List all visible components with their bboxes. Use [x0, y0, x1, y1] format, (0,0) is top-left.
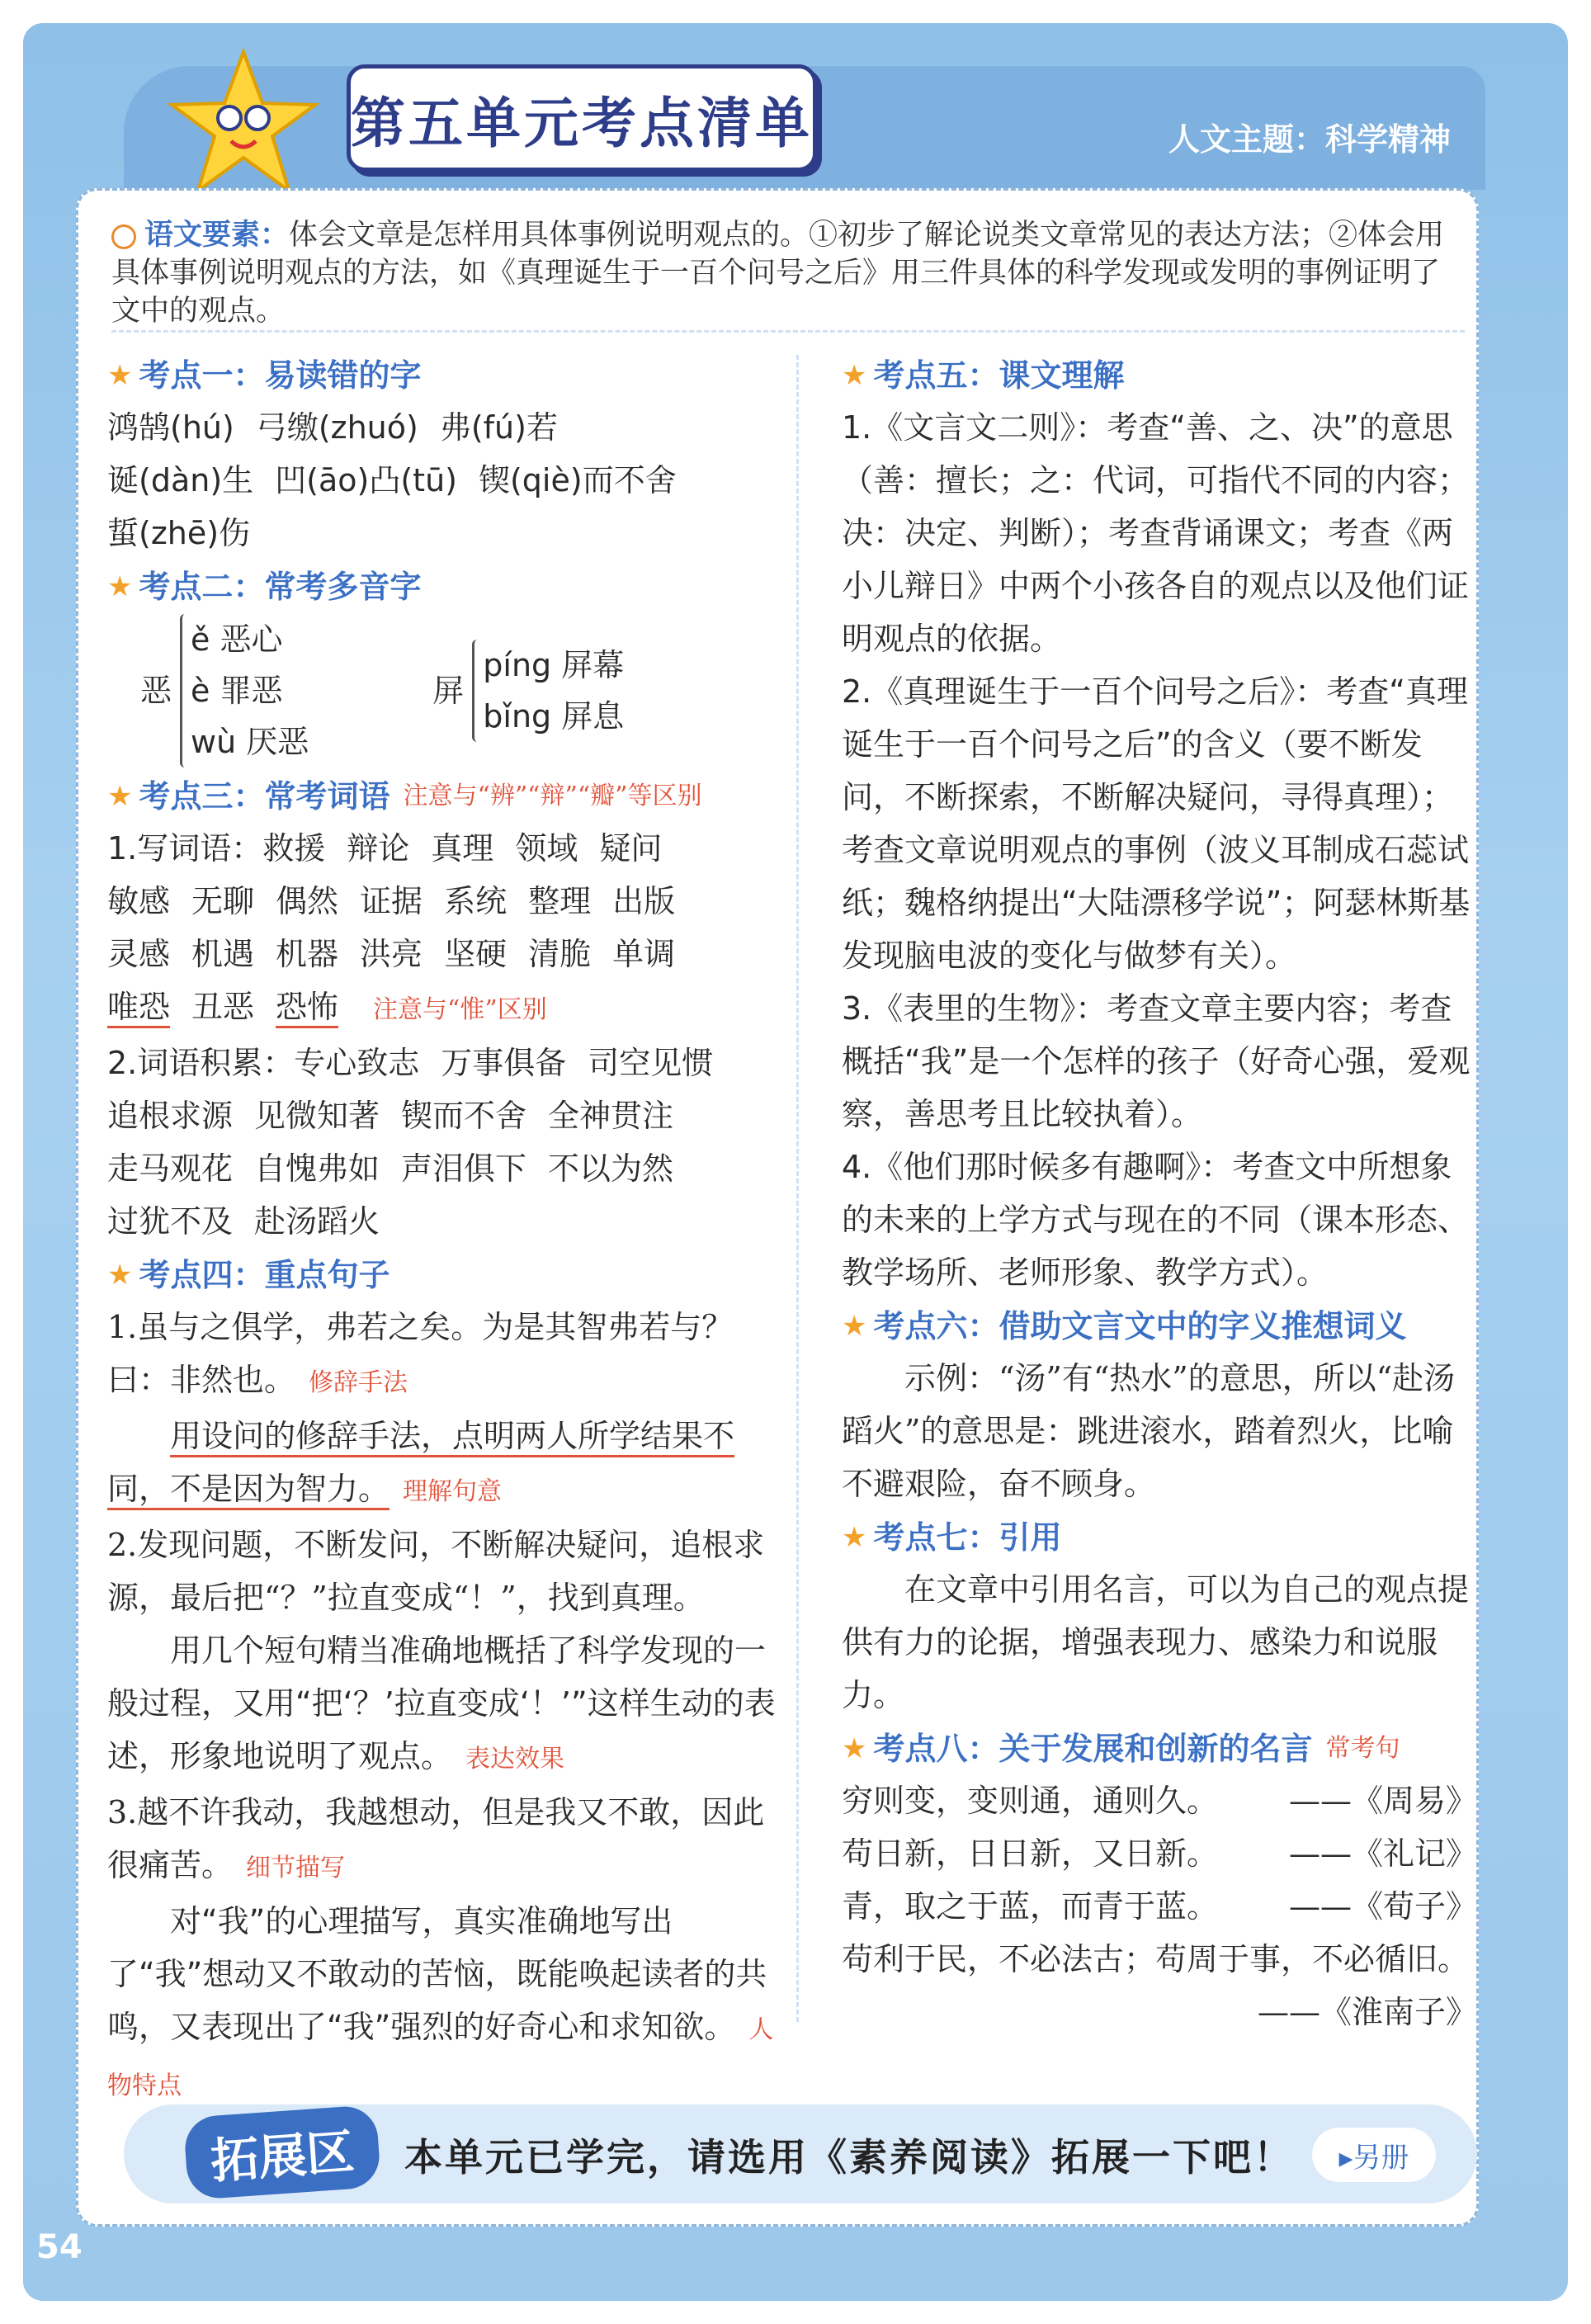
analysis-2: 用几个短句精当准确地概括了科学发现的一般过程，又用“把‘？’拉直变成‘！’”这样生动的表述，形象地说明了观点。 表达效果 [107, 1632, 776, 1774]
sentence-3: 3.越不许我动，我越想动，但是我又不敢，因此很痛苦。 细节描写 [107, 1794, 765, 1883]
sentence-2: 2.发现问题，不断发问，不断解决疑问，追根求源，最后把“？”拉直变成“！”，找到真理。 [107, 1527, 765, 1616]
comprehension-item-1: 1.《文言文二则》：考查“善、之、决”的意思（善：擅长；之：代词，可指代不同的内容；决：决定、判断）；考查背诵课文；考查《两小儿辩日》中两个小孩各自的观点以及他们证明观点的依据。 [842, 409, 1470, 657]
polyphone-char: 恶 [140, 673, 172, 709]
intro-section [111, 216, 1465, 340]
word-row: 唯恐 丑恶 恐怖 注意与“惟”区别 [107, 989, 547, 1025]
theme-label: 人文主题：科学精神 [1168, 121, 1451, 158]
star-icon: ★ [842, 1521, 867, 1554]
section-head-7: ★ 考点七：引用 [842, 1512, 1477, 1563]
quote-row: 苟日新，日日新，又日新。 ——《礼记》 [842, 1835, 1477, 1872]
extension-button[interactable]: ▸另册 [1312, 2128, 1436, 2182]
quote-row: 穷则变，变则通，通则久。 ——《周易》 [842, 1783, 1477, 1819]
polyphone-readings: ě 恶心 è 罪恶 wù 厌恶 [180, 614, 309, 768]
sentence-1: 1.虽与之俱学，弗若之矣。为是其智弗若与？曰：非然也。 修辞手法 [107, 1309, 734, 1398]
star-icon: ★ [842, 359, 867, 392]
analysis-3: 对“我”的心理描写，真实准确地写出了“我”想动又不敢动的苦恼，既能唤起读者的共鸣，又表现出了“我”强烈的好奇心和求知欲。 人物特点 [107, 1903, 774, 2100]
comprehension-item-3: 3.《表里的生物》：考查文章主要内容；考查概括“我”是一个怎样的孩子（好奇心强，爱观察，善思考且比较执着）。 [842, 990, 1471, 1132]
star-icon: ★ [107, 780, 133, 813]
quote-usage-text: 在文章中引用名言，可以为自己的观点提供有力的论据，增强表现力、感染力和说服力。 [842, 1571, 1470, 1713]
word-row: 蜇(zhē)伤 [107, 515, 251, 551]
section-head-3: ★ 考点三：常考词语 注意与“辨”“辩”“瓣”等区别 [107, 771, 792, 822]
comprehension-item-4: 4.《他们那时候多有趣啊》：考查文中所想象的未来的上学方式与现在的不同（课本形态、教学场所、老师形象、教学方式）。 [842, 1149, 1470, 1291]
section-head-6: ★ 考点六：借助文言文中的字义推想词义 [842, 1301, 1477, 1352]
star-icon: ★ [842, 1732, 867, 1765]
section-head-8: ★ 考点八：关于发展和创新的名言 常考句 [842, 1723, 1477, 1774]
word-row: 敏感 无聊 偶然 证据 系统 整理 出版 [107, 883, 676, 919]
intro-text: 体会文章是怎样用具体事例说明观点的。①初步了解论说类文章常见的表达方法；②体会用具体事例说明观点的方法，如《真理诞生于一百个问号之后》用三件具体的科学发现或发明的事例证明了文中的观点。 [111, 219, 1445, 328]
quote-row: 苟利于民，不必法古；苟周于事，不必循旧。 [842, 1941, 1470, 1977]
polyphone-readings: píng 屏幕 bǐng 屏息 [472, 640, 624, 742]
section-head-5: ★ 考点五：课文理解 [842, 350, 1477, 401]
word-row: 过犹不及 赴汤蹈火 [107, 1203, 380, 1240]
star-mascot-icon [165, 45, 322, 202]
handwritten-note: 注意与“辨”“辩”“瓣”等区别 [403, 782, 702, 810]
star-icon: ★ [107, 570, 133, 603]
polyphone-char: 屏 [432, 673, 465, 709]
section-head-2: ★ 考点二：常考多音字 [107, 561, 792, 612]
word-row: 灵感 机遇 机器 洪亮 坚硬 清脆 单调 [107, 936, 676, 972]
section-head-4: ★ 考点四：重点句子 [107, 1249, 792, 1301]
star-icon: ★ [107, 1259, 133, 1292]
star-icon: ★ [107, 359, 133, 392]
word-row: 走马观花 自愧弗如 声泪俱下 不以为然 [107, 1150, 674, 1187]
polyphone-block [140, 612, 792, 769]
example-text: 示例：“汤”有“热水”的意思，所以“赴汤蹈火”的意思是：跳进滚水，踏着烈火，比喻不避艰险，奋不顾身。 [842, 1360, 1456, 1502]
unit-title-box [347, 64, 817, 172]
section-head-1: ★ 考点一：易读错的字 [107, 350, 792, 401]
comprehension-item-2: 2.《真理诞生于一百个问号之后》：考查“真理诞生于一百个问号之后”的含义（要不断发问，不断探索，不断解决疑问，寻得真理）；考查文章说明观点的事例（波义耳制成石蕊试纸；魏格纳提出“大陆漂移学说”；阿瑟林斯基发现脑电波的变化与做梦有关）。 [842, 673, 1471, 974]
word-row: 2.词语积累：专心致志 万事俱备 司空见惯 [107, 1045, 714, 1081]
star-icon: ★ [842, 1310, 867, 1343]
handwritten-note: 常考句 [1325, 1734, 1400, 1763]
intro-label: 语文要素： [144, 219, 290, 252]
handwritten-note: 注意与“惟”区别 [373, 995, 547, 1024]
column-divider [796, 355, 799, 2022]
left-column [107, 348, 792, 2113]
word-row: 1.写词语：救援 辩论 真理 领域 疑问 [107, 830, 663, 867]
intro-divider [111, 330, 1465, 333]
analysis-1: 用设问的修辞手法，点明两人所学结果不同，不是因为智力。 理解句意 [107, 1418, 735, 1507]
right-column [842, 348, 1477, 2038]
lightbulb-icon [111, 224, 136, 249]
word-row: 诞(dàn)生 凹(āo)凸(tū) 锲(qiè)而不舍 [107, 462, 677, 498]
page-title: 第五单元考点清单 [351, 91, 813, 155]
word-row: 追根求源 见微知著 锲而不舍 全神贯注 [107, 1098, 674, 1134]
page-number: 54 [36, 2228, 83, 2266]
quote-source: ——《淮南子》 [1257, 1994, 1477, 2030]
extension-text: 本单元已学完，请选用《素养阅读》拓展一下吧！ [404, 2135, 1294, 2180]
quote-row: 青，取之于蓝，而青于蓝。 ——《荀子》 [842, 1888, 1477, 1925]
extension-tag: 拓展区 [183, 2104, 381, 2200]
word-row: 鸿鹄(hú) 弓缴(zhuó) 弗(fú)若 [107, 409, 558, 446]
